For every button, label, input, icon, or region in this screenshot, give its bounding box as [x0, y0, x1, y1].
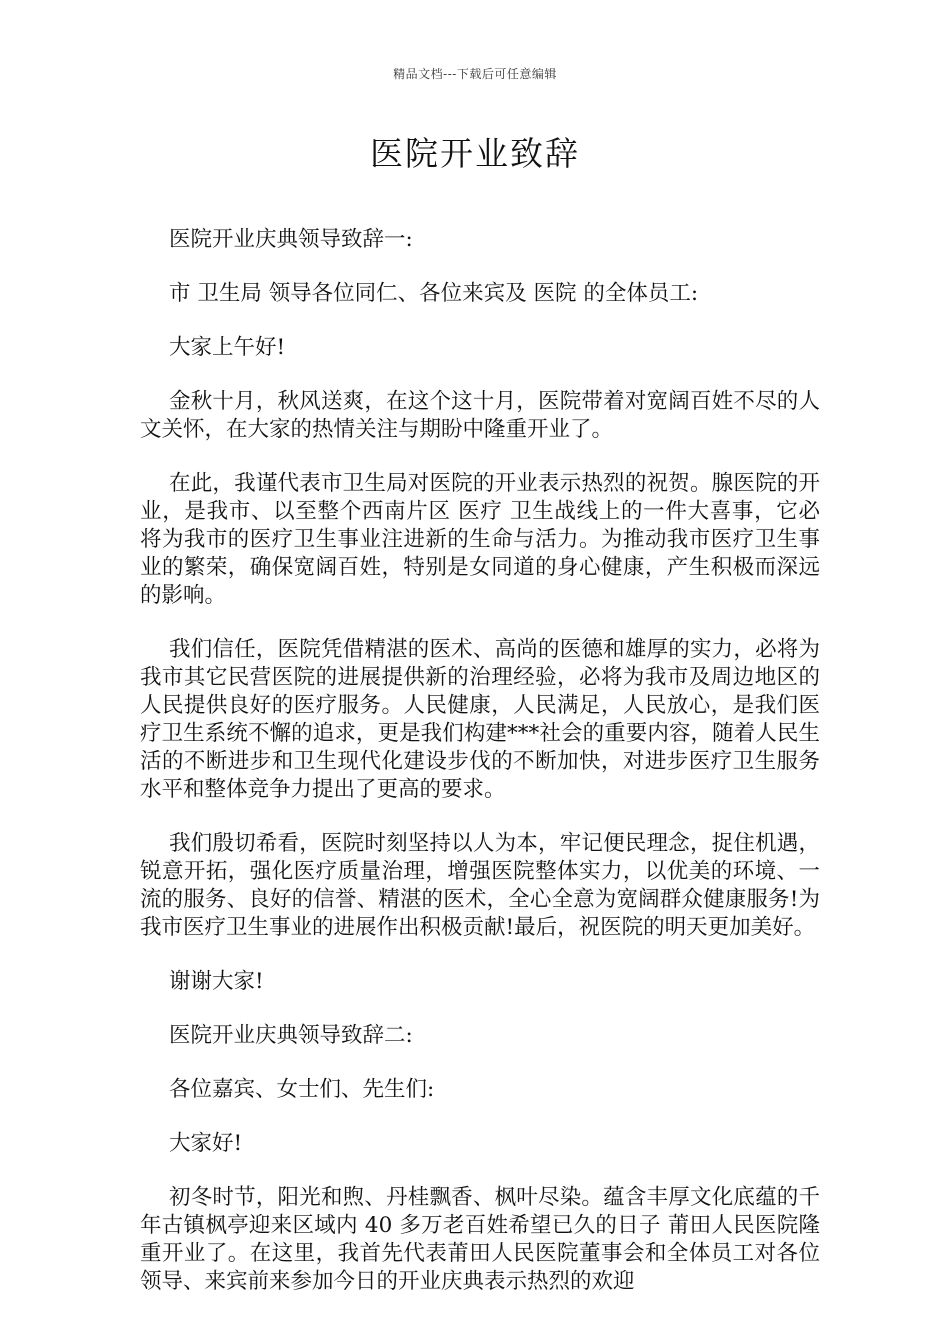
- paragraph: 金秋十月，秋风送爽，在这个这十月，医院带着对宽阔百姓不尽的人文关怀，在大家的热情关注与期盼中隆重开业了。: [140, 389, 820, 442]
- header-note: 精品文档---下载后可任意编辑: [393, 67, 557, 81]
- paragraph: 市 卫生局 领导各位同仁、各位来宾及 医院 的全体员工:: [169, 281, 699, 306]
- paragraph: 我们殷切希看，医院时刻坚持以人为本，牢记便民理念，捉住机遇，锐意开拓，强化医疗质量治理，增强医院整体实力，以优美的环境、一流的服务、良好的信誉、精湛的医术，全心全意为宽阔群众健康服务!为我市医疗卫生事业的进展作出积极贡献!最后，祝医院的明天更加美好。: [140, 831, 820, 940]
- paragraph: 大家上午好!: [169, 335, 286, 360]
- paragraph: 在此，我谨代表市卫生局对医院的开业表示热烈的祝贺。腺医院的开业，是我市、以至整个西南片区 医疗 卫生战线上的一件大喜事，它必将为我市的医疗卫生事业注进新的生命与活力。为推动我市医疗卫生事业的繁荣，确保宽阔百姓，特别是女同道的身心健康，产生积极而深远的影响。: [140, 471, 820, 608]
- paragraph: 医院开业庆典领导致辞一:: [169, 227, 413, 252]
- paragraph: 初冬时节，阳光和煦、丹桂飘香、枫叶尽染。蕴含丰厚文化底蕴的千年古镇枫亭迎来区域内 40 多万老百姓希望已久的日子 莆田人民医院隆重开业了。在这里，我首先代表莆田人民医院董事会和全体员工对各位领导、来宾前来参加今日的开业庆典表示热烈的欢迎: [140, 1185, 820, 1294]
- page-title: 医院开业致辞: [370, 134, 580, 173]
- document-body: [140, 226, 820, 1322]
- paragraph: 谢谢大家!: [169, 969, 264, 994]
- paragraph: 大家好!: [169, 1131, 243, 1156]
- paragraph: 我们信任，医院凭借精湛的医术、高尚的医德和雄厚的实力，必将为我市其它民营医院的进展提供新的治理经验，必将为我市及周边地区的人民提供良好的医疗服务。人民健康，人民满足，人民放心，是我们医疗卫生系统不懈的追求，更是我们构建***社会的重要内容，随着人民生活的不断进步和卫生现代化建设步伐的不断加快，对进步医疗卫生服务水平和整体竞争力提出了更高的要求。: [140, 637, 820, 802]
- paragraph: 各位嘉宾、女士们、先生们:: [169, 1077, 435, 1102]
- paragraph: 医院开业庆典领导致辞二:: [169, 1023, 413, 1048]
